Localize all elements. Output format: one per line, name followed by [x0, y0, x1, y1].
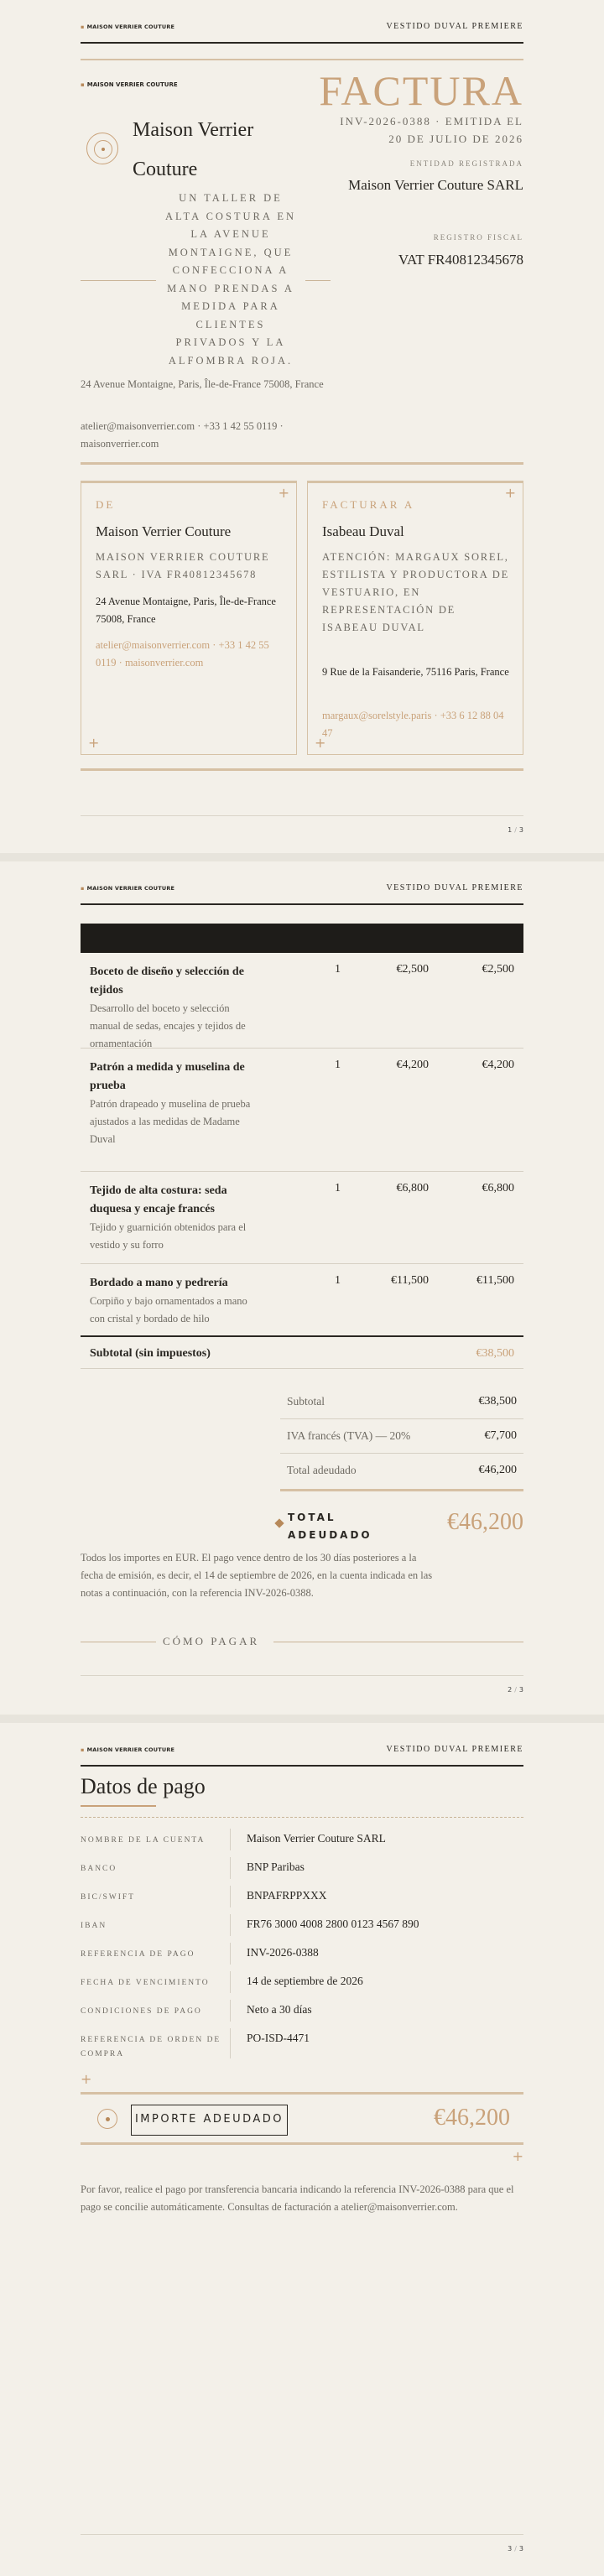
- plus-icon: +: [88, 735, 100, 751]
- item-qty: 1: [335, 1182, 341, 1194]
- seal-icon: [86, 133, 118, 164]
- bill-to-card: [307, 481, 523, 755]
- invoice-meta: [331, 112, 523, 148]
- running-header: [81, 20, 523, 44]
- item-unit-price: €2,500: [396, 963, 429, 976]
- from-name: Maison Verrier Couture: [96, 523, 232, 539]
- subtotal-label: Subtotal (sin impuestos): [90, 1347, 211, 1360]
- payment-key: BANCO: [81, 1865, 117, 1873]
- footer-rule: [81, 815, 523, 816]
- payment-key: NOMBRE DE LA CUENTA: [81, 1836, 206, 1845]
- invoice-title: FACTURA: [319, 67, 523, 114]
- header-brand: ▪ MAISON VERRIER COUTURE: [81, 1746, 175, 1753]
- payment-value: Maison Verrier Couture SARL: [247, 1832, 386, 1845]
- registered-label: ENTIDAD REGISTRADA: [409, 159, 523, 168]
- registered-value: Maison Verrier Couture SARL: [348, 177, 523, 193]
- page-1: [0, 0, 604, 853]
- plus-icon: +: [315, 735, 326, 751]
- invoice-date: 20 DE JULIO DE 2026: [388, 133, 523, 145]
- item-note: Tejido y guarnición obtenidos para el vestido y su forro: [90, 1221, 247, 1251]
- header-doc-title: VESTIDO DUVAL PREMIERE: [386, 22, 523, 31]
- header-brand: ▪ MAISON VERRIER COUTURE: [81, 23, 175, 30]
- totals-value: €38,500: [478, 1395, 517, 1408]
- payment-value: INV-2026-0388: [247, 1946, 319, 1959]
- header-brand: ▪ MAISON VERRIER COUTURE: [81, 885, 175, 892]
- payment-key: IBAN: [81, 1922, 107, 1930]
- bill-address: 9 Rue de la Faisanderie, 75116 Paris, France: [322, 666, 509, 678]
- payment-instructions: Por favor, realice el pago por transferencia bancaria indicando la referencia INV-2026-0388 para que el pago se concilie automáticamente. Consultas de facturación a atelier@maisonverrier.com.: [81, 2183, 514, 2213]
- tagline-rule: [305, 280, 331, 281]
- item-amount: €11,500: [476, 1274, 514, 1287]
- item-title: Boceto de diseño y selección de tejidos: [90, 965, 244, 997]
- from-sub: MAISON VERRIER COUTURE SARL · IVA FR40812345678: [96, 551, 270, 580]
- amount-due-value: €46,200: [434, 2105, 510, 2131]
- item-note: Desarrollo del boceto y selección manual de sedas, encajes y tejidos de ornamentación: [90, 1002, 246, 1049]
- gold-rule: [81, 768, 523, 771]
- running-header: [81, 882, 523, 905]
- diamond-icon: ▪: [81, 1746, 85, 1753]
- diamond-icon: ▪: [81, 885, 85, 892]
- payment-value: BNP Paribas: [247, 1860, 305, 1873]
- item-note: Corpiño y bajo ornamentados a mano con cristal y bordado de hilo: [90, 1295, 247, 1324]
- from-title: DE: [96, 498, 116, 511]
- company-contact: atelier@maisonverrier.com · +33 1 42 55 0119 · maisonverrier.com: [81, 420, 284, 450]
- totals-label: IVA francés (TVA) — 20%: [287, 1429, 411, 1442]
- page-number: 3 / 3: [508, 2545, 523, 2553]
- grand-total-label: TOTAL ADEUDADO: [288, 1512, 372, 1541]
- bill-contact: margaux@sorelstyle.paris · +33 6 12 88 04 47: [322, 710, 504, 739]
- payment-key: REFERENCIA DE ORDEN DE COMPRA: [81, 2036, 221, 2058]
- item-qty: 1: [335, 1059, 341, 1071]
- brand-label: ▪ MAISON VERRIER COUTURE: [81, 81, 178, 88]
- item-title: Tejido de alta costura: seda duquesa y encaje francés: [90, 1184, 227, 1215]
- from-card: [81, 481, 297, 755]
- subtotal-value: €38,500: [476, 1347, 514, 1360]
- item-qty: 1: [335, 963, 341, 976]
- payment-value: BNPAFRPPXXX: [247, 1889, 327, 1902]
- item-unit-price: €6,800: [396, 1182, 429, 1194]
- item-unit-price: €4,200: [396, 1059, 429, 1071]
- item-qty: 1: [335, 1274, 341, 1287]
- company-tagline: UN TALLER DE ALTA COSTURA EN LA AVENUE MONTAIGNE, QUE CONFECCIONA A MANO PRENDAS A MEDIDA PARA CLIENTES PRIVADOS Y LA ALFOMBRA ROJA.: [164, 192, 297, 367]
- from-contact: atelier@maisonverrier.com · +33 1 42 55 0119 · maisonverrier.com: [96, 639, 269, 669]
- payment-key: REFERENCIA DE PAGO: [81, 1950, 195, 1959]
- from-address: 24 Avenue Montaigne, Paris, Île-de-France 75008, France: [96, 596, 276, 625]
- bill-title: FACTURAR A: [322, 498, 415, 511]
- totals-label: Subtotal: [287, 1395, 325, 1408]
- plus-icon: +: [81, 2071, 92, 2087]
- item-note: Patrón drapeado y muselina de prueba ajustados a las medidas de Madame Duval: [90, 1098, 251, 1145]
- plus-icon: +: [278, 485, 289, 501]
- how-to-pay-heading: CÓMO PAGAR: [163, 1635, 260, 1647]
- item-amount: €2,500: [482, 963, 514, 976]
- tax-value: VAT FR40812345678: [398, 252, 523, 268]
- gold-rule: [81, 462, 523, 465]
- bill-sub: ATENCIÓN: MARGAUX SOREL, ESTILISTA Y PRODUCTORA DE VESTUARIO, EN REPRESENTACIÓN DE ISABEAU DUVAL: [322, 551, 510, 633]
- page-number: 1 / 3: [508, 826, 523, 834]
- totals-value: €46,200: [478, 1464, 517, 1476]
- diamond-icon: ▪: [81, 23, 85, 30]
- page-number: 2 / 3: [508, 1686, 523, 1694]
- payment-key: CONDICIONES DE PAGO: [81, 2007, 202, 2016]
- totals-label: Total adeudado: [287, 1464, 357, 1476]
- item-title: Patrón a medida y muselina de prueba: [90, 1061, 245, 1092]
- payment-value: FR76 3000 4008 2800 0123 4567 890: [247, 1918, 419, 1930]
- tax-label: REGISTRO FISCAL: [433, 233, 523, 242]
- item-amount: €6,800: [482, 1182, 514, 1194]
- item-amount: €4,200: [482, 1059, 514, 1071]
- gold-rule: [81, 59, 523, 60]
- payment-terms: Todos los importes en EUR. El pago vence dentro de los 30 días posteriores a la fecha de emisión, es decir, el 14 de septiembre de 2026, en la cuenta indicada en las notas a continuación, con la referencia INV-2026-0388.: [81, 1552, 433, 1599]
- diamond-icon: ▪: [81, 81, 85, 88]
- invoice-number: INV-2026-0388 · EMITIDA EL: [340, 115, 523, 127]
- company-name: Maison Verrier Couture: [133, 119, 254, 180]
- amount-due-label: IMPORTE ADEUDADO: [131, 2105, 288, 2136]
- company-address: 24 Avenue Montaigne, Paris, Île-de-France 75008, France: [81, 378, 324, 390]
- payment-key: BIC/SWIFT: [81, 1893, 135, 1902]
- page-2: [0, 861, 604, 1715]
- page-3: [0, 1723, 604, 2576]
- payment-details-title: Datos de pago: [81, 1774, 206, 1798]
- plus-icon: +: [504, 485, 516, 501]
- payment-value: 14 de septiembre de 2026: [247, 1975, 363, 1987]
- payment-value: PO-ISD-4471: [247, 2032, 310, 2044]
- payment-value: Neto a 30 días: [247, 2003, 312, 2016]
- running-header: [81, 1743, 523, 1767]
- item-title: Bordado a mano y pedrería: [90, 1277, 228, 1289]
- totals-value: €7,700: [484, 1429, 517, 1442]
- header-doc-title: VESTIDO DUVAL PREMIERE: [386, 1745, 523, 1754]
- bill-name: Isabeau Duval: [322, 523, 404, 539]
- plus-icon: +: [512, 2148, 523, 2164]
- seal-dot: [102, 148, 105, 151]
- header-doc-title: VESTIDO DUVAL PREMIERE: [386, 883, 523, 892]
- item-unit-price: €11,500: [391, 1274, 429, 1287]
- payment-key: FECHA DE VENCIMIENTO: [81, 1979, 210, 1987]
- tagline-rule: [81, 280, 156, 281]
- grand-total-value: €46,200: [447, 1509, 523, 1535]
